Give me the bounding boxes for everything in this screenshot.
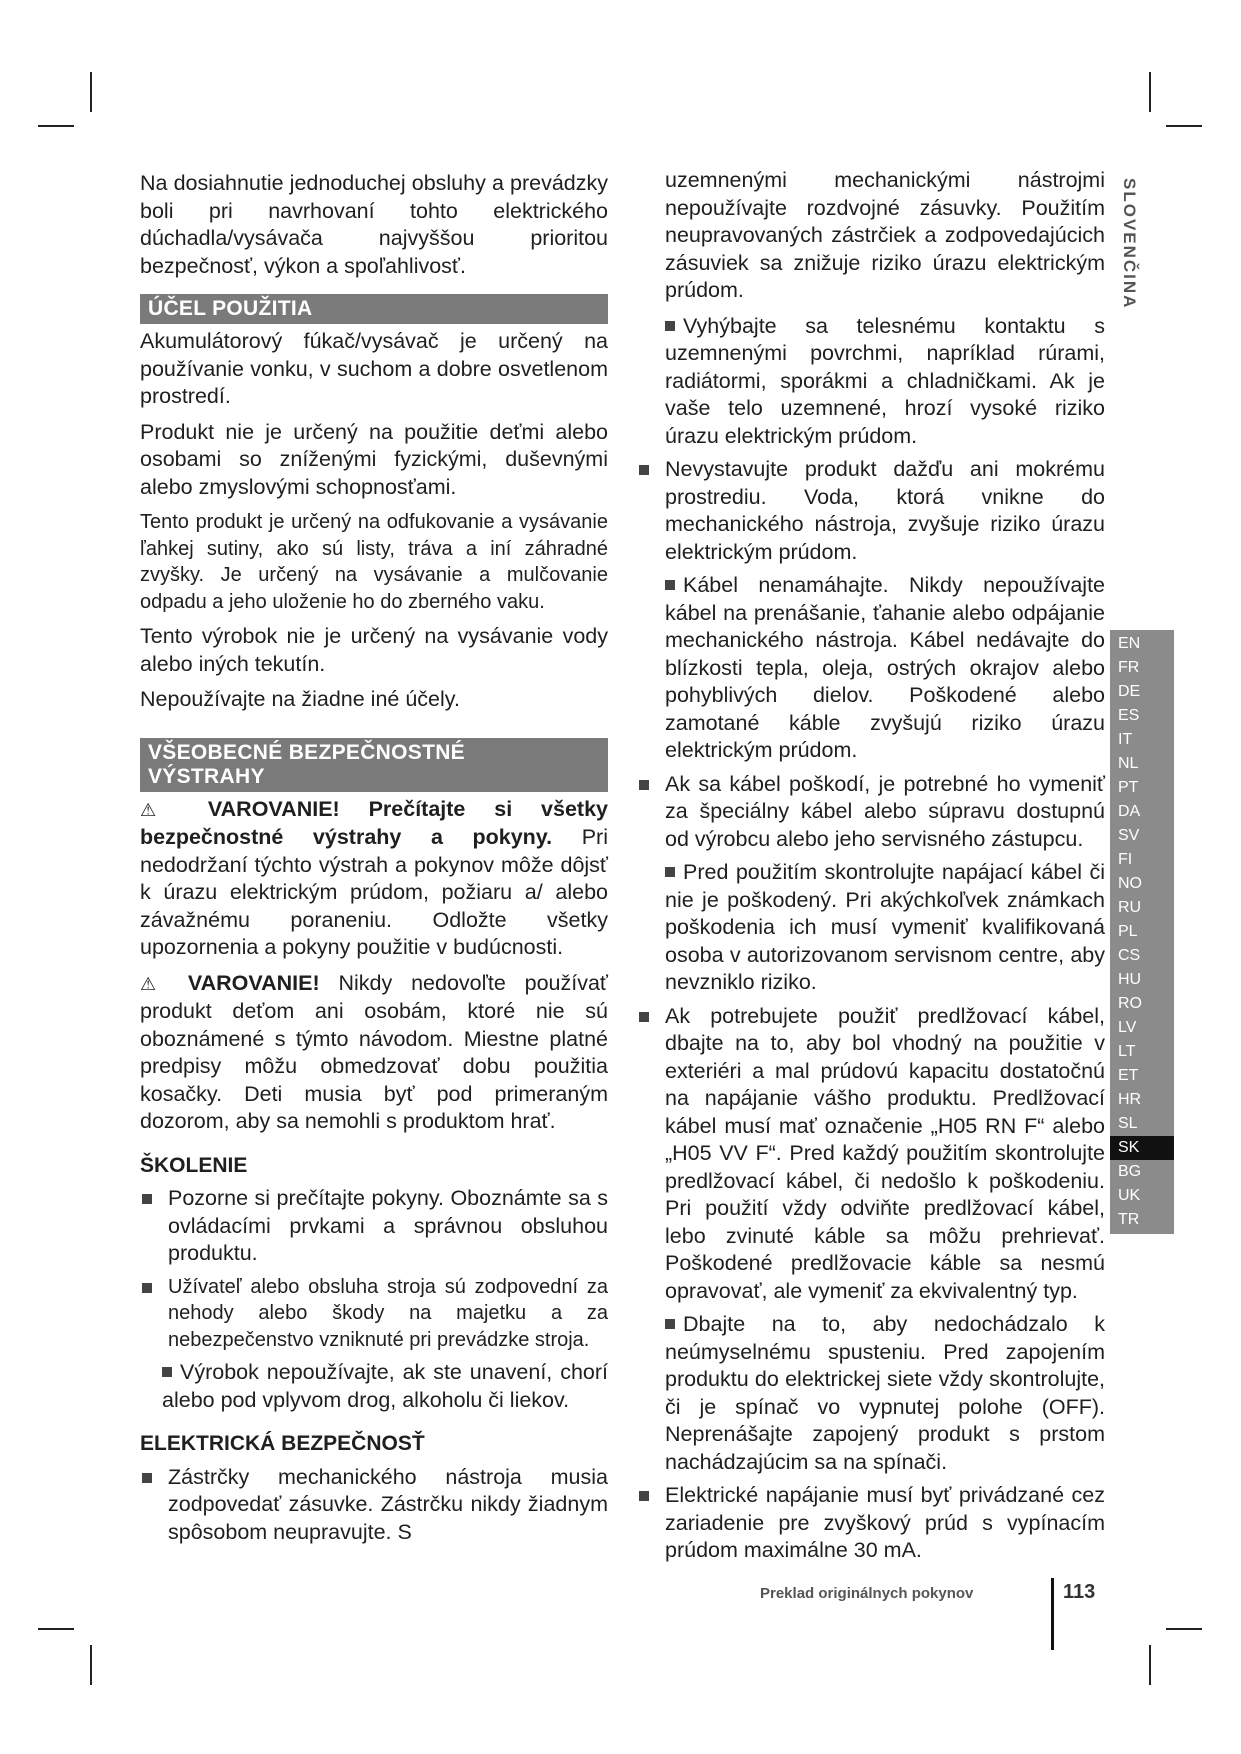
- crop-mark: [38, 1628, 74, 1630]
- safety-title-line-1: VŠEOBECNÉ BEZPEČNOSTNÉ: [148, 740, 465, 764]
- page-number: 113: [1063, 1581, 1096, 1603]
- language-tab-pt[interactable]: PT: [1118, 779, 1139, 796]
- electrical-bullet-6: [665, 859, 1105, 997]
- warning-icon: ⚠: [140, 799, 180, 820]
- purpose-paragraph-4: Tento výrobok nie je určený na vysávanie vody alebo iných tekutín.: [140, 624, 608, 676]
- language-tabs: [1110, 630, 1174, 1234]
- language-tab-lv[interactable]: LV: [1118, 1019, 1137, 1036]
- language-tab-fi[interactable]: FI: [1118, 851, 1133, 868]
- electrical-bullet-1: [140, 1464, 608, 1547]
- bullet-text: Ak sa kábel poškodí, je potrebné ho vymeniť za špeciálny kábel alebo súpravu dostupnú od výrobcu alebo jeho servisného zástupcu.: [665, 771, 1105, 851]
- language-tab-sl[interactable]: SL: [1118, 1115, 1138, 1132]
- language-tab-ro[interactable]: RO: [1118, 995, 1142, 1012]
- bullet-square-icon: [665, 580, 675, 590]
- bullet-text: Užívateľ alebo obsluha stroja sú zodpovední za nehody alebo škody na majetku a za nebezpečenstvo vzniknuté pri prevádzke stroja.: [168, 1275, 608, 1351]
- training-bullet-1: [140, 1185, 608, 1268]
- language-tab-uk[interactable]: UK: [1118, 1187, 1141, 1204]
- language-tab-es[interactable]: ES: [1118, 707, 1140, 724]
- crop-mark: [90, 1645, 92, 1685]
- language-tab-tr[interactable]: TR: [1118, 1211, 1140, 1228]
- bullet-square-icon: [665, 867, 675, 877]
- bullet-square-icon: [665, 321, 675, 331]
- bullet-square-icon: [639, 465, 649, 475]
- footer-divider: [1051, 1578, 1054, 1650]
- bullet-text: Nevystavujte produkt dažďu ani mokrému prostrediu. Voda, ktorá vnikne do mechanického nástroja, zvyšuje riziko úrazu elektrickým prúdom.: [665, 457, 1105, 564]
- language-tab-da[interactable]: DA: [1118, 803, 1141, 820]
- language-tab-sk[interactable]: SK: [1110, 1136, 1174, 1160]
- crop-mark: [90, 72, 92, 112]
- section-title-electrical: ELEKTRICKÁ BEZPEČNOSŤ: [140, 1432, 425, 1455]
- language-tab-hu[interactable]: HU: [1118, 971, 1142, 988]
- warning-paragraph-1: [140, 796, 608, 962]
- language-tab-nl[interactable]: NL: [1118, 755, 1139, 772]
- language-tab-cs[interactable]: CS: [1118, 947, 1141, 964]
- electrical-bullet-7: [637, 1003, 1105, 1306]
- language-tab-ru[interactable]: RU: [1118, 899, 1142, 916]
- bullet-square-icon: [665, 1319, 675, 1329]
- crop-mark: [1149, 72, 1151, 112]
- language-tab-en[interactable]: EN: [1118, 635, 1141, 652]
- crop-mark: [1166, 1628, 1202, 1630]
- purpose-paragraph-5: Nepoužívajte na žiadne iné účely.: [140, 687, 460, 711]
- warning-icon: ⚠: [140, 973, 169, 994]
- electrical-bullet-8: [665, 1311, 1105, 1476]
- bullet-text: Zástrčky mechanického nástroja musia zodpovedať zásuvke. Zástrčku nikdy žiadnym spôsobom neupravujte. S: [168, 1464, 608, 1544]
- purpose-paragraph-2: Produkt nie je určený na použitie deťmi alebo osobami so zníženými fyzickými, duševnými alebo zmyslovými schopnosťami.: [140, 419, 608, 499]
- continued-paragraph: uzemnenými mechanickými nástrojmi nepoužívajte rozdvojné zásuvky. Použitím neupravovaných zástrčiek a zodpovedajúcich zásuviek sa znižuje riziko úrazu elektrickým prúdom.: [665, 168, 1105, 302]
- training-bullet-3: [140, 1359, 608, 1414]
- electrical-bullet-4: [665, 572, 1105, 765]
- language-tab-fr[interactable]: FR: [1118, 659, 1140, 676]
- section-header-safety: [140, 738, 608, 792]
- language-tab-et[interactable]: ET: [1118, 1067, 1139, 1084]
- bullet-square-icon: [639, 1012, 649, 1022]
- language-tab-it[interactable]: IT: [1118, 731, 1133, 748]
- right-column: [665, 167, 1105, 1571]
- bullet-square-icon: [162, 1367, 172, 1377]
- bullet-text: Vyhýbajte sa telesnému kontaktu s uzemnenými povrchmi, napríklad rúrami, radiátormi, sporákmi a chladničkami. Ak je vaše telo uzemnené, hrozí vysoké riziko úrazu elektrickým prúdom.: [665, 313, 1105, 448]
- language-tab-sv[interactable]: SV: [1118, 827, 1140, 844]
- left-column: [140, 170, 608, 1552]
- crop-mark: [1149, 1645, 1151, 1685]
- language-side-title: SLOVENČINA: [1120, 178, 1139, 310]
- intro-paragraph: Na dosiahnutie jednoduchej obsluhy a prevádzky boli pri navrhovaní tohto elektrického dúchadla/vysávača najvyššou prioritou bezpečnosť, výkon a spoľahlivosť.: [140, 171, 608, 278]
- warning-2-bold: VAROVANIE!: [187, 970, 320, 995]
- bullet-square-icon: [639, 1491, 649, 1501]
- language-tab-de[interactable]: DE: [1118, 683, 1141, 700]
- electrical-bullet-5: [637, 771, 1105, 854]
- electrical-bullet-3: [637, 456, 1105, 566]
- warning-paragraph-2: [140, 970, 608, 1136]
- bullet-text: Ak potrebujete použiť predlžovací kábel, dbajte na to, aby bol vhodný na použitie v exteriéri a mal prúdovú kapacitu dostatočnú na napájanie vášho produktu. Predlžovací kábel musí mať označenie „H05 RN F“ alebo „H05 VV F“. Pred každý použitím skontrolujte predlžovací kábel, či nedošlo k poškodeniu. Pri použití vždy odviňte predlžovací kábel, lebo zvinuté káble sa môžu prehrievať. Poškodené predlžovacie káble sa nesmú opravovať, ale vymeniť za ekvivalentný typ.: [665, 1003, 1105, 1303]
- warning-1-bold: VAROVANIE! Prečítajte si všetky bezpečnostné výstrahy a pokyny.: [140, 796, 608, 849]
- language-tab-bg[interactable]: BG: [1118, 1163, 1142, 1180]
- crop-mark: [1166, 125, 1202, 127]
- electrical-bullet-9: [637, 1482, 1105, 1565]
- bullet-text: Pozorne si prečítajte pokyny. Oboznámte sa s ovládacími prvkami a správnou obsluhou produktu.: [168, 1186, 608, 1265]
- bullet-text: Kábel nenamáhajte. Nikdy nepoužívajte kábel na prenášanie, ťahanie alebo odpájanie mechanického nástroja. Kábel nedávajte do blízkosti tepla, oleja, ostrých okrajov alebo pohyblivých dielov. Poškodené alebo zamotané káble zvyšujú riziko úrazu elektrickým prúdom.: [665, 573, 1105, 762]
- safety-title-line-2: VÝSTRAHY: [148, 764, 265, 788]
- electrical-bullet-2: [665, 313, 1105, 451]
- bullet-text: Výrobok nepoužívajte, ak ste unavení, chorí alebo pod vplyvom drog, alkoholu či liekov.: [162, 1360, 608, 1412]
- bullet-square-icon: [142, 1194, 152, 1204]
- language-tab-hr[interactable]: HR: [1118, 1091, 1142, 1108]
- language-tab-lt[interactable]: LT: [1118, 1043, 1136, 1060]
- bullet-square-icon: [142, 1283, 152, 1293]
- language-tab-no[interactable]: NO: [1118, 875, 1142, 892]
- language-tab-pl[interactable]: PL: [1118, 923, 1138, 940]
- crop-mark: [38, 125, 74, 127]
- footer-text: Preklad originálnych pokynov: [760, 1585, 974, 1602]
- section-header-purpose: ÚČEL POUŽITIA: [140, 294, 608, 324]
- section-title-training: ŠKOLENIE: [140, 1153, 248, 1177]
- bullet-square-icon: [639, 780, 649, 790]
- purpose-paragraph-1: Akumulátorový fúkač/vysávač je určený na používanie vonku, v suchom a dobre osvetlenom prostredí.: [140, 329, 608, 408]
- purpose-paragraph-3: Tento produkt je určený na odfukovanie a vysávanie ľahkej sutiny, ako sú listy, tráva a iní záhradné zvyšky. Je určený na vysávanie a mulčovanie odpadu a jeho uloženie ho do zberného vaku.: [140, 511, 608, 613]
- warning-2-text: Nikdy nedovoľte používať produkt deťom ani osobám, ktoré nie sú oboznámené s týmto návodom. Miestne platné predpisy môžu obmedzovať dobu použitia kosačky. Deti musia byť pod primeraným dozorom, aby sa nemohli s produktom hrať.: [140, 970, 608, 1133]
- bullet-text: Pred použitím skontrolujte napájací kábel či nie je poškodený. Pri akýchkoľvek známkach poškodenia ich musí vymeniť kvalifikovaná osoba v autorizovanom servisnom centre, aby nevzniklo riziko.: [665, 860, 1105, 994]
- bullet-text: Dbajte na to, aby nedochádzalo k neúmyselnému spusteniu. Pred zapojením produktu do elektrickej siete vždy skontrolujte, či je spínač vo vypnutej polohe (OFF). Neprenášajte zapojený produkt s prstom nachádzajúcim sa na spínači.: [665, 1312, 1105, 1474]
- training-bullet-2: [140, 1274, 608, 1354]
- bullet-square-icon: [142, 1473, 152, 1483]
- warning-1-text: Pri nedodržaní týchto výstrah a pokynov môže dôjsť k úrazu elektrickým prúdom, požiaru a/ alebo závažnému poraneniu. Odložte všetky upozornenia a pokyny použitie v budúcnosti.: [140, 825, 608, 959]
- bullet-text: Elektrické napájanie musí byť privádzané cez zariadenie pre zvyškový prúd s vypínacím prúdom maximálne 30 mA.: [665, 1483, 1105, 1562]
